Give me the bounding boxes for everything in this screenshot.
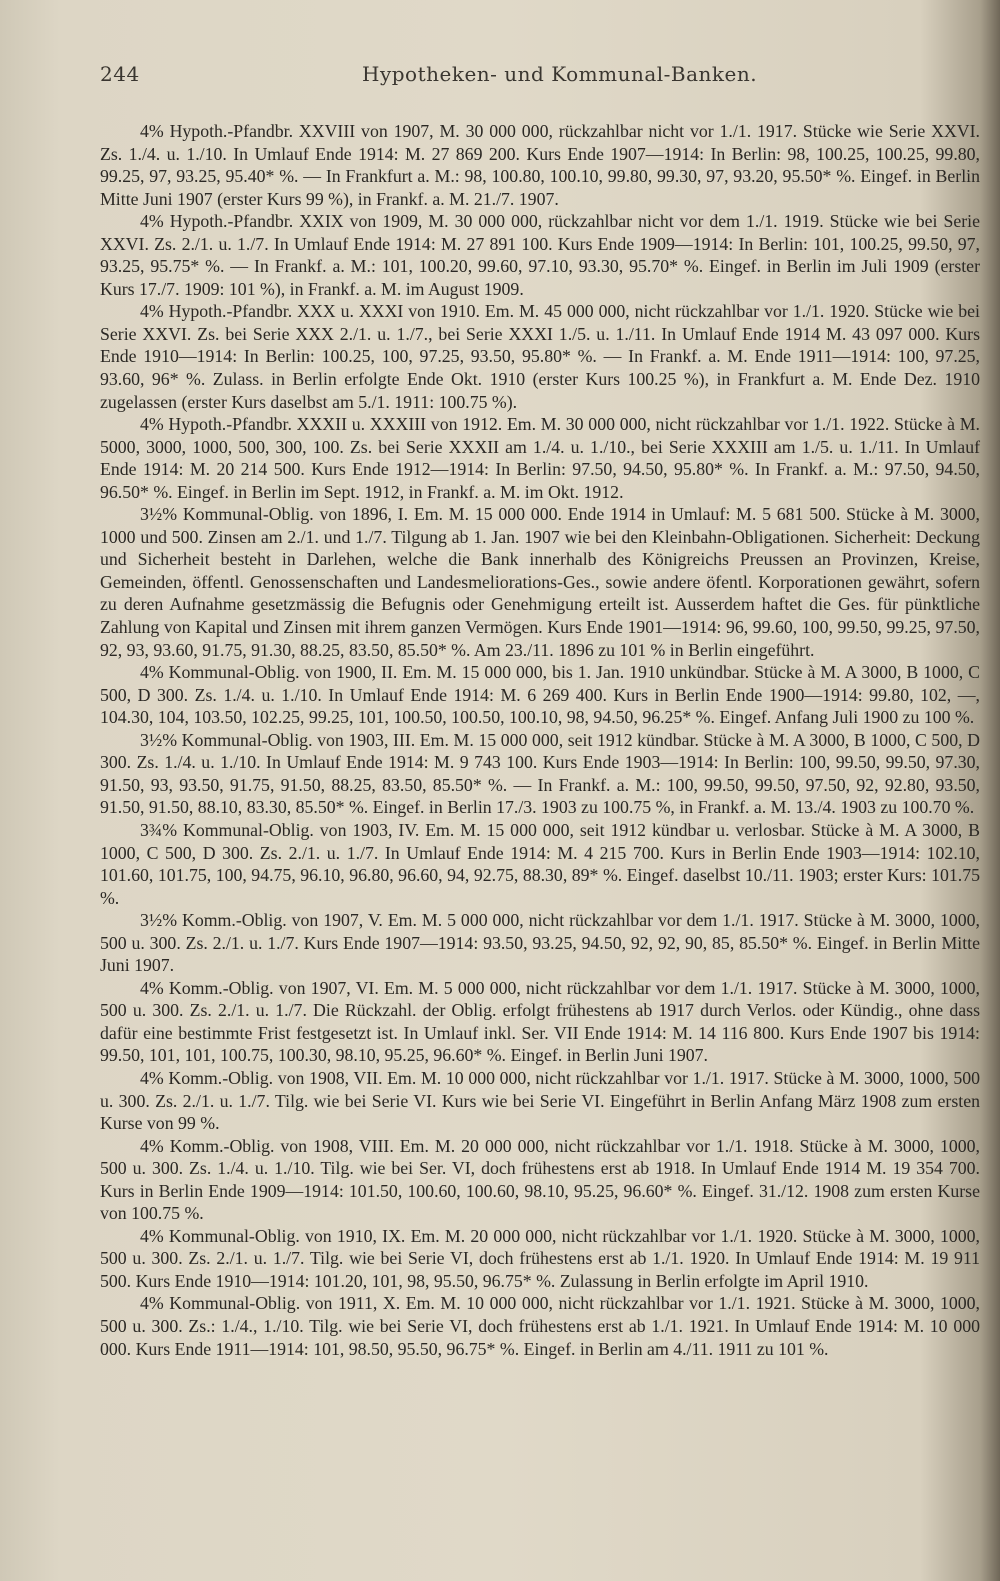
paragraph-komm-oblig-1908-viii: 4% Komm.-Oblig. von 1908, VIII. Em. M. 20 000 000, nicht rückzahlbar vor 1./1. 1918. Stücke à M. 3000, 1000, 500 u. 300. Zs. 1./4. u. 1./10. Tilg. wie bei Ser. VI, doch frühestens erst ab 1918. In Umlauf Ende 1914 M. 19 354 700. Kurs in Berlin Ende 1909—1914: 101.50, 100.60, 100.60, 98.10, 95.25, 96.60* %. Eingef. 31./12. 1908 zum ersten Kurse von 100.75 %. xyxy=(100,1135,980,1224)
page-number: 244 xyxy=(100,62,140,86)
paragraph-komm-oblig-1907-vi: 4% Komm.-Oblig. von 1907, VI. Em. M. 5 000 000, nicht rückzahlbar vor dem 1./1. 1917. Stücke à M. 3000, 1000, 500 u. 300. Zs. 2./1. u. 1./7. Die Rückzahl. der Oblig. erfolgt frühestens ab 1917 durch Verlos. oder Kündig., ohne dass dafür eine bestimmte Frist festgesetzt ist. In Umlauf inkl. Ser. VII Ende 1914: M. 14 116 800. Kurs Ende 1907 bis 1914: 99.50, 101, 101, 100.75, 100.30, 98.10, 95.25, 96.60* %. Eingef. in Berlin Juni 1907. xyxy=(100,977,980,1066)
paragraph-komm-oblig-1903-iv: 3¾% Kommunal-Oblig. von 1903, IV. Em. M. 15 000 000, seit 1912 kündbar u. verlosbar. Stücke à M. A 3000, B 1000, C 500, D 300. Zs. 2./1. u. 1./7. In Umlauf Ende 1914: M. 4 215 700. Kurs in Berlin Ende 1903—1914: 102.10, 101.60, 101.75, 100, 94.75, 96.10, 96.80, 96.60, 94, 92.75, 88.30, 89* %. Eingef. daselbst 10./11. 1903; erster Kurs: 101.75 %. xyxy=(100,819,980,908)
paragraph-pfandbr-xxxii-xxxiii: 4% Hypoth.-Pfandbr. XXXII u. XXXIII von 1912. Em. M. 30 000 000, nicht rückzahlbar vor 1./1. 1922. Stücke à M. 5000, 3000, 1000, 500, 300, 100. Zs. bei Serie XXXII am 1./4. u. 1./10., bei Serie XXXIII am 1./5. u. 1./11. In Umlauf Ende 1914: M. 20 214 500. Kurs Ende 1912—1914: In Berlin: 97.50, 94.50, 95.80* %. In Frankf. a. M.: 97.50, 94.50, 96.50* %. Eingef. in Berlin im Sept. 1912, in Frankf. a. M. im Okt. 1912. xyxy=(100,414,980,502)
main-text xyxy=(100,120,980,1560)
paragraph-komm-oblig-1910-ix: 4% Kommunal-Oblig. von 1910, IX. Em. M. 20 000 000, nicht rückzahlbar vor 1./1. 1920. Stücke à M. 3000, 1000, 500 u. 300. Zs. 2./1. u. 1./7. Tilg. wie bei Serie VI, doch frühestens erst ab 1./1. 1920. In Umlauf Ende 1914: M. 19 911 500. Kurs Ende 1910—1914: 101.20, 101, 98, 95.50, 96.75* %. Zulassung in Berlin erfolgte im April 1910. xyxy=(100,1225,980,1291)
paragraph-komm-oblig-1907-v: 3½% Komm.-Oblig. von 1907, V. Em. M. 5 000 000, nicht rückzahlbar vor dem 1./1. 1917. Stücke à M. 3000, 1000, 500 u. 300. Zs. 2./1. u. 1./7. Kurs Ende 1907—1914: 93.50, 93.25, 94.50, 92, 92, 90, 85, 85.50* %. Eingef. in Berlin Mitte Juni 1907. xyxy=(100,910,980,976)
paragraph-komm-oblig-1896: 3½% Kommunal-Oblig. von 1896, I. Em. M. 15 000 000. Ende 1914 in Umlauf: M. 5 681 500. Stücke à M. 3000, 1000 und 500. Zinsen am 2./1. und 1./7. Tilgung ab 1. Jan. 1907 wie bei den Kleinbahn-Obligationen. Sicherheit: Deckung und Sicherheit besteht in Darlehen, welche die Bank innerhalb des Königreichs Preussen an Provinzen, Kreise, Gemeinden, öffentl. Genossenschaften und Landesmeliorations-Ges., sowie andere öfentl. Korporationen gewährt, sofern zu deren Aufnahme gesetzmässig die Befugnis oder Genehmigung erteilt ist. Ausserdem haftet die Ges. für pünktliche Zahlung von Kapital und Zinsen mit ihrem ganzen Vermögen. Kurs Ende 1901—1914: 96, 99.60, 100, 99.50, 99.25, 97.50, 92, 93, 93.60, 91.75, 91.30, 88.25, 83.50, 85.50* %. Am 23./11. 1896 zu 101 % in Berlin eingeführt. xyxy=(100,504,980,660)
paragraph-komm-oblig-1911-x: 4% Kommunal-Oblig. von 1911, X. Em. M. 10 000 000, nicht rückzahlbar vor 1./1. 1921. Stücke à M. 3000, 1000, 500 u. 300. Zs.: 1./4., 1./10. Tilg. wie bei Serie VI, doch frühestens erst ab 1./1. 1921. In Umlauf Ende 1914: M. 10 000 000. Kurs Ende 1911—1914: 101, 98.50, 95.50, 96.75* %. Eingef. in Berlin am 4./11. 1911 zu 101 %. xyxy=(100,1293,980,1359)
paragraph-pfandbr-xxviii: 4% Hypoth.-Pfandbr. XXVIII von 1907, M. 30 000 000, rückzahlbar nicht vor 1./1. 1917. Stücke wie Serie XXVI. Zs. 1./4. u. 1./10. In Umlauf Ende 1914: M. 27 869 200. Kurs Ende 1907—1914: In Berlin: 98, 100.25, 100.25, 99.80, 99.25, 97, 93.25, 95.40* %. — In Frankfurt a. M.: 98, 100.80, 100.10, 99.80, 99.30, 97, 93.20, 95.50* %. Eingef. in Berlin Mitte Juni 1907 (erster Kurs 99 %), in Frankf. a. M. 21./7. 1907. xyxy=(100,121,980,209)
running-title: Hypotheken- und Kommunal-Banken. xyxy=(362,62,758,86)
paragraph-pfandbr-xxix: 4% Hypoth.-Pfandbr. XXIX von 1909, M. 30 000 000, rückzahlbar nicht vor dem 1./1. 1919. Stücke wie bei Serie XXVI. Zs. 2./1. u. 1./7. In Umlauf Ende 1914: M. 27 891 100. Kurs Ende 1909—1914: In Berlin: 101, 100.25, 99.50, 97, 93.25, 95.75* %. — In Frankf. a. M.: 101, 100.20, 99.60, 97.10, 93.30, 95.70* %. Eingef. in Berlin im Juli 1909 (erster Kurs 17./7. 1909: 101 %), in Frankf. a. M. im August 1909. xyxy=(100,211,980,299)
page-header xyxy=(100,62,960,92)
paragraph-pfandbr-xxx-xxxi: 4% Hypoth.-Pfandbr. XXX u. XXXI von 1910. Em. M. 45 000 000, nicht rückzahlbar vor 1./1. 1920. Stücke wie bei Serie XXVI. Zs. bei Serie XXX 2./1. u. 1./7., bei Serie XXXI 1./5. u. 1./11. In Umlauf Ende 1914 M. 43 097 000. Kurs Ende 1910—1914: In Berlin: 100.25, 100, 97.25, 93.50, 95.80* %. — In Frankf. a. M. Ende 1911—1914: 100, 97.25, 93.60, 96* %. Zulass. in Berlin erfolgte Ende Okt. 1910 (erster Kurs 100.25 %), in Frankfurt a. M. Ende Dez. 1910 zugelassen (erster Kurs daselbst am 5./1. 1911: 100.75 %). xyxy=(100,301,980,412)
paragraph-komm-oblig-1900: 4% Kommunal-Oblig. von 1900, II. Em. M. 15 000 000, bis 1. Jan. 1910 unkündbar. Stücke à M. A 3000, B 1000, C 500, D 300. Zs. 1./4. u. 1./10. In Umlauf Ende 1914: M. 6 269 400. Kurs in Berlin Ende 1900—1914: 99.80, 102, —, 104.30, 104, 103.50, 102.25, 99.25, 101, 100.50, 100.50, 100.10, 98, 94.50, 96.25* %. Eingef. Anfang Juli 1900 zu 100 %. xyxy=(100,662,980,728)
paragraph-komm-oblig-1903-iii: 3½% Kommunal-Oblig. von 1903, III. Em. M. 15 000 000, seit 1912 kündbar. Stücke à M. A 3000, B 1000, C 500, D 300. Zs. 1./4. u. 1./10. In Umlauf Ende 1914: M. 9 743 100. Kurs Ende 1903—1914: In Berlin: 100, 99.50, 99.50, 97.30, 91.50, 93, 93.50, 91.75, 91.50, 88.25, 83.50, 85.50* %. — In Frankf. a. M.: 100, 99.50, 99.50, 97.50, 92, 92.80, 93.50, 91.50, 91.50, 88.10, 83.30, 85.50* %. Eingef. in Berlin 17./3. 1903 zu 100.75 %, in Frankf. a. M. 13./4. 1903 zu 100.70 %. xyxy=(100,729,980,818)
paragraph-komm-oblig-1908-vii: 4% Komm.-Oblig. von 1908, VII. Em. M. 10 000 000, nicht rückzahlbar vor 1./1. 1917. Stücke à M. 3000, 1000, 500 u. 300. Zs. 2./1. u. 1./7. Tilg. wie bei Serie VI. Kurs wie bei Serie VI. Eingeführt in Berlin Anfang März 1908 zum ersten Kurse von 99 %. xyxy=(100,1067,980,1134)
